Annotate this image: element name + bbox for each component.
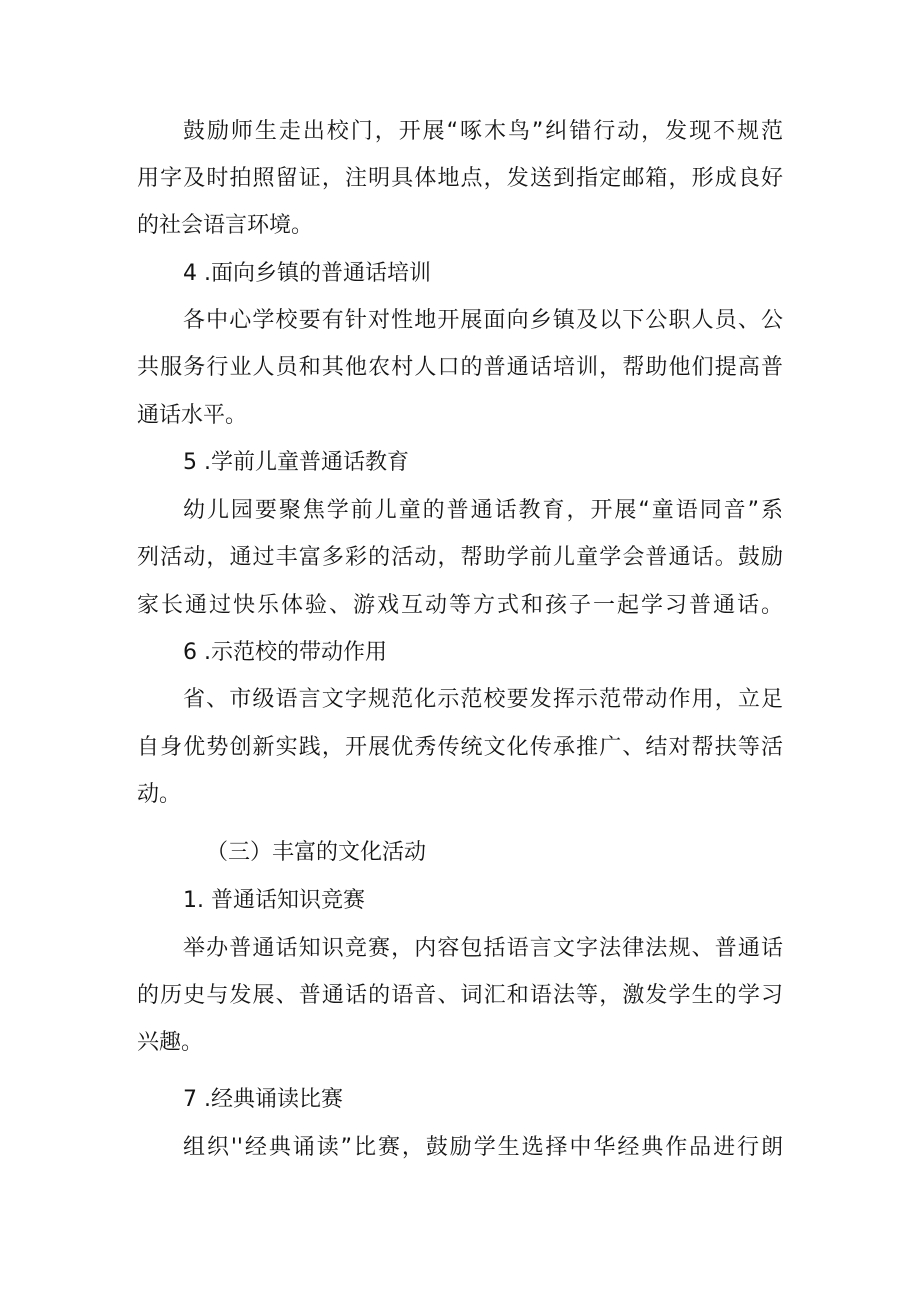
- paragraph-line: 动。: [137, 782, 182, 807]
- paragraph-line: 通话水平。: [137, 403, 248, 428]
- paragraph-line: 组织''经典诵读”比赛，鼓励学生选择中华经典作品进行朗: [183, 1135, 783, 1160]
- paragraph-line: 的历史与发展、普通话的语音、词汇和语法等，激发学生的学习: [137, 983, 783, 1008]
- paragraph-line: 自身优势创新实践，开展优秀传统文化传承推广、结对帮扶等活: [137, 735, 783, 760]
- paragraph-line: 的社会语言环境。: [137, 213, 314, 238]
- section-heading: （三）丰富的文化活动: [206, 840, 427, 865]
- heading-5: 5 .学前儿童普通话教育: [183, 450, 409, 475]
- paragraph-line: 举办普通话知识竞赛，内容包括语言文字法律法规、普通话: [183, 936, 783, 961]
- heading-7: 7 .经典诵读比赛: [183, 1087, 343, 1112]
- paragraph-line: 列活动，通过丰富多彩的活动，帮助学前儿童学会普通话。鼓励: [137, 545, 783, 570]
- heading-6: 6 .示范校的带动作用: [183, 640, 387, 665]
- paragraph-line: 兴趣。: [137, 1030, 204, 1055]
- heading-1: 1. 普通话知识竞赛: [183, 888, 365, 913]
- paragraph-line: 省、市级语言文字规范化示范校要发挥示范带动作用，立足: [183, 687, 783, 712]
- paragraph-line: 鼓励师生走出校门，开展“啄木鸟”纠错行动，发现不规范: [183, 119, 783, 144]
- paragraph-line: 家长通过快乐体验、游戏互动等方式和孩子一起学习普通话。: [137, 593, 783, 618]
- paragraph-line: 各中心学校要有针对性地开展面向乡镇及以下公职人员、公: [183, 308, 783, 333]
- paragraph-line: 幼儿园要聚焦学前儿童的普通话教育，开展“童语同音”系: [183, 498, 783, 523]
- heading-4: 4 .面向乡镇的普通话培训: [183, 261, 431, 286]
- paragraph-line: 共服务行业人员和其他农村人口的普通话培训，帮助他们提高普: [137, 355, 783, 380]
- paragraph-line: 用字及时拍照留证，注明具体地点，发送到指定邮箱，形成良好: [137, 166, 783, 191]
